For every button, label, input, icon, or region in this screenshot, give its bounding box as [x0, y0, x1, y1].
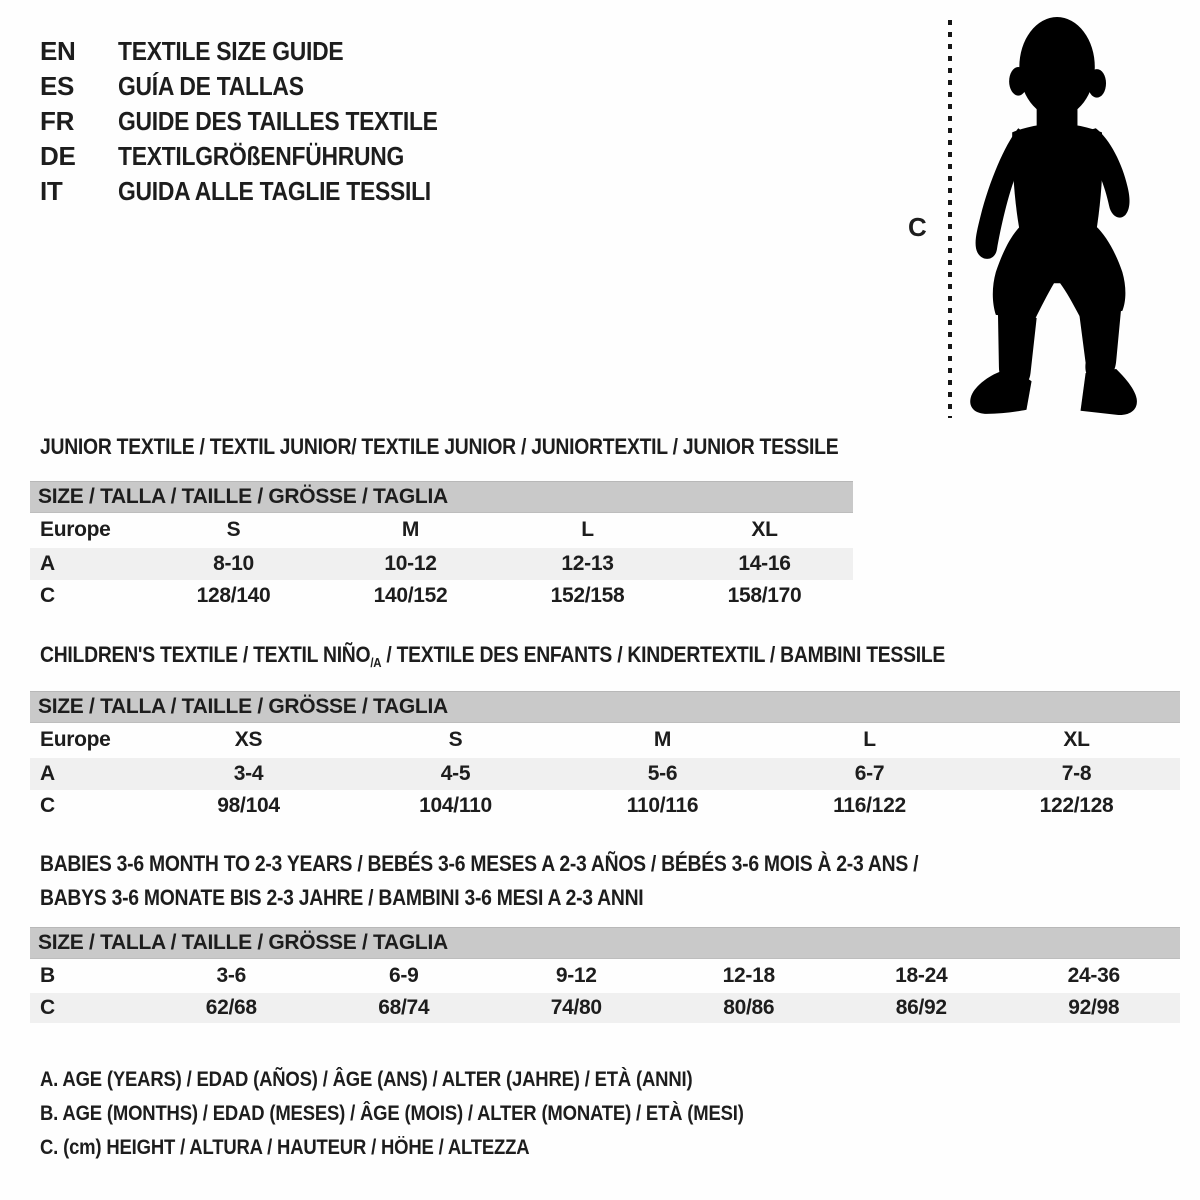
babies-heading-text-line1: BABIES 3-6 MONTH TO 2-3 YEARS / BEBÉS 3-6 MESES A 2-3 AÑOS / BÉBÉS 3-6 MOIS À 2-3 ANS / — [40, 851, 919, 876]
legend-text-b: B. AGE (MONTHS) / EDAD (MESES) / ÂGE (MOIS) / ALTER (MONATE) / ETÀ (MESI) — [40, 1102, 744, 1125]
row-label: C — [40, 583, 55, 607]
babies-heading-text-line2: BABYS 3-6 MONATE BIS 2-3 JAHRE / BAMBINI 3-6 MESI A 2-3 ANNI — [40, 885, 644, 910]
table-row — [30, 758, 1180, 790]
language-row — [40, 139, 481, 174]
size-cell: 3-6 — [216, 963, 246, 987]
size-cell: L — [863, 728, 876, 752]
row-label: A — [30, 758, 145, 790]
size-cell: 80/86 — [663, 993, 836, 1023]
size-cell: 116/122 — [833, 793, 906, 817]
table-row — [30, 790, 1180, 822]
size-cell: 4-5 — [352, 758, 559, 790]
table-row — [30, 723, 1180, 758]
language-row — [40, 69, 481, 104]
size-cell: 8-10 — [145, 548, 322, 580]
language-title: TEXTILGRÖßENFÜHRUNG — [118, 141, 405, 171]
row-label: C — [40, 793, 55, 817]
size-cell: 18-24 — [895, 963, 948, 987]
legend-line-a — [40, 1068, 840, 1102]
size-cell: 6-7 — [766, 758, 973, 790]
size-cell: 14-16 — [676, 548, 853, 580]
size-cell: 74/80 — [490, 993, 663, 1023]
junior-size-table — [30, 481, 853, 612]
babies-section-heading-line1 — [40, 851, 1038, 877]
children-heading-text: CHILDREN'S TEXTILE / TEXTIL $NIÑO_{/A}$ / TEXTILE DES ENFANTS / KINDERTEXTIL / BAMBINI TESSILE — [40, 642, 946, 670]
size-cell: L — [581, 518, 594, 542]
legend-line-b — [40, 1102, 840, 1136]
size-cell: 7-8 — [973, 758, 1180, 790]
size-cell: M — [653, 728, 672, 752]
size-cell: 98/104 — [217, 793, 280, 817]
size-cell: 9-12 — [555, 963, 597, 987]
size-cell: 122/128 — [1039, 793, 1114, 817]
table-header-row — [30, 928, 1180, 959]
language-title-list — [40, 34, 481, 209]
size-cell: 152/158 — [550, 583, 625, 607]
language-code: EN — [40, 36, 76, 66]
height-dashed-line — [946, 18, 954, 420]
size-cell: 12-13 — [499, 548, 676, 580]
row-label: C — [30, 993, 145, 1023]
measure-legend — [40, 1068, 840, 1170]
size-cell: 10-12 — [322, 548, 499, 580]
junior-section-heading — [40, 434, 947, 460]
row-label: Europe — [40, 728, 111, 752]
size-cell: 6-9 — [389, 963, 419, 987]
size-cell: 110/116 — [626, 793, 699, 817]
size-cell: 128/140 — [196, 583, 271, 607]
babies-section-heading-line2 — [40, 885, 726, 911]
junior-heading-text: JUNIOR TEXTILE / TEXTIL JUNIOR/ TEXTILE JUNIOR / JUNIORTEXTIL / JUNIOR TESSILE — [40, 434, 839, 459]
table-row — [30, 993, 1180, 1023]
table-row — [30, 513, 853, 548]
row-label: B — [40, 963, 55, 987]
size-cell: 92/98 — [1008, 993, 1181, 1023]
legend-text-a: A. AGE (YEARS) / EDAD (AÑOS) / ÂGE (ANS) / ALTER (JAHRE) / ETÀ (ANNI) — [40, 1068, 693, 1091]
children-section-heading — [40, 642, 1068, 670]
language-code: FR — [40, 106, 75, 136]
language-row — [40, 34, 481, 69]
toddler-silhouette — [966, 14, 1142, 422]
table-header-row — [30, 482, 853, 513]
children-size-table — [30, 691, 1180, 822]
size-cell: S — [226, 518, 241, 542]
table-row — [30, 548, 853, 580]
size-cell: 62/68 — [145, 993, 318, 1023]
babies-size-table — [30, 927, 1180, 1023]
language-title: GUIDA ALLE TAGLIE TESSILI — [118, 176, 431, 206]
language-title: GUÍA DE TALLAS — [118, 71, 304, 101]
size-header-label: SIZE / TALLA / TAILLE / GRÖSSE / TAGLIA — [30, 692, 1180, 723]
size-header-label: SIZE / TALLA / TAILLE / GRÖSSE / TAGLIA — [30, 928, 1180, 959]
size-cell: 3-4 — [145, 758, 352, 790]
table-header-row — [30, 692, 1180, 723]
size-cell: S — [448, 728, 463, 752]
language-title: TEXTILE SIZE GUIDE — [118, 36, 344, 66]
size-cell: 24-36 — [1067, 963, 1120, 987]
row-label: A — [30, 548, 145, 580]
language-row — [40, 174, 481, 209]
language-row — [40, 104, 481, 139]
size-cell: 86/92 — [835, 993, 1008, 1023]
children-heading-subscript: /A — [370, 655, 382, 670]
language-code: ES — [40, 71, 75, 101]
size-cell: 140/152 — [373, 583, 448, 607]
table-row — [30, 959, 1180, 993]
size-cell: 68/74 — [318, 993, 491, 1023]
language-title: GUIDE DES TAILLES TEXTILE — [118, 106, 438, 136]
size-cell: M — [401, 518, 420, 542]
table-row — [30, 580, 853, 612]
language-code: DE — [40, 141, 76, 171]
size-cell: 5-6 — [559, 758, 766, 790]
size-cell: XL — [751, 518, 778, 542]
size-cell: 158/170 — [727, 583, 802, 607]
size-cell: XL — [1063, 728, 1090, 752]
legend-text-c: C. (cm) HEIGHT / ALTURA / HAUTEUR / HÖHE / ALTEZZA — [40, 1136, 530, 1159]
size-header-label: SIZE / TALLA / TAILLE / GRÖSSE / TAGLIA — [30, 482, 853, 513]
height-measure-label: C — [908, 212, 927, 242]
size-cell: 12-18 — [722, 963, 775, 987]
size-cell: XS — [234, 728, 263, 752]
size-cell: 104/110 — [419, 793, 492, 817]
row-label: Europe — [40, 518, 111, 542]
legend-line-c — [40, 1136, 840, 1170]
language-code: IT — [40, 176, 63, 206]
